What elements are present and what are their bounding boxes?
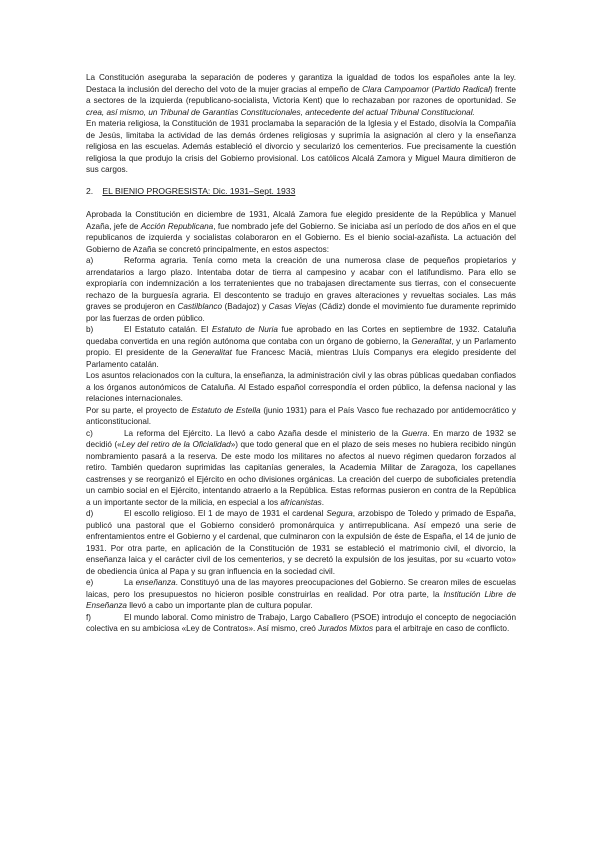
document-page [86,72,516,635]
section-heading [86,186,516,198]
list-item-education [86,577,516,612]
paragraph-intro [86,209,516,255]
text-run: . En marzo de 1932 se decidió (« [86,428,516,449]
text-run: ) frente a sectores de la izquierda (republicano-socialista, Victoria Kent) que lo rechazaban por razones de oportunidad. [86,84,516,105]
italic-text: Estatuto de Nuria [211,325,278,334]
text-run: fue aprobado en las Cortes en septiembre de 1932. Cataluña quedaba convertida en una región autónoma que contaba con un órgano de gobierno, la [86,325,517,346]
list-item-text [86,578,516,610]
italic-text: Jurados Mixtos [318,624,374,633]
text-run: Reforma agraria. Tenía como meta la creación de una numerosa clase de pequeños propietarios y arrendatarios a largo plazo. Intentaba dotar de tierra al campesino y acabar con el latifundismo. Para ello se expropiaría con indemnización a los terratenientes que no trabajasen directamente sus tierras, con el consecuente rechazo de la burguesía agraria. El descontento se tradujo en graves alteraciones y revueltas sociales. Las más graves se produjeron en [86,256,516,311]
text-run: (Cádiz) donde el movimiento fue duramente reprimido por las fuerzas de orden público. [86,302,516,323]
list-item-label: b) [86,325,94,334]
italic-text: Se crea, así mismo, un Tribunal de Garantías Constitucionales, antecedente del actual Tribunal Constitucional. [86,96,516,117]
list-item-text [86,325,516,369]
text-run: La reforma del Ejército. La llevó a cabo Azaña desde el ministerio de la [124,428,402,438]
text-run: ( [429,84,435,94]
text-run: El Estatuto catalán. El [124,325,212,334]
italic-text: Generalitat [411,336,452,346]
text-run: llevó a cabo un importante plan de cultura popular. [126,601,313,610]
text-run: . [321,497,325,507]
list-item-labor [86,612,516,635]
list-item-label: e) [86,578,94,587]
italic-text: Ley del retiro de la Oficialidad [121,440,231,449]
text-run: La [124,578,136,587]
text-run: El mundo laboral. Como ministro de Trabajo, Largo Caballero (PSOE) introdujo el concepto de negociación colectiva en su ambiciosa «Ley de Contratos». Así mismo, creó [86,612,516,633]
paragraph-basque [86,405,516,428]
italic-text: Acción Republicana [140,221,214,231]
text-run: Los asuntos relacionados con la cultura, la enseñanza, la administración civil y las obras públicas quedaban confiados a los órganos autonómicos de Cataluña. Al Estado español correspondía el orden público, la defensa nacional y las relaciones internacionales. [86,371,516,403]
section-title: EL BIENIO PROGRESISTA: Dic. 1931–Sept. 1933 [102,185,296,196]
list-item-text [86,429,516,507]
text-run: ») que todo general que en el plazo de seis meses no hubiera recibido ningún nombramiento pasará a la reserva. De este modo los militares no afectos al nuevo régimen quedaron forzados al retiro. También quedaron suprimidas las capitanías generales, la Academia Militar de Zaragoza, los capellanes castrenses y se reorganizó el Ejército en ocho divisiones orgánicas. La creación del cuerpo de suboficiales pretendía un cambio social en el Ejército, intentando atraerlo a la República. Estas reformas pusieron en contra de la República a un importante sector de la milicia, en especial a los [86,440,516,507]
italic-text: Partido Radical [434,84,490,94]
list-item-label: d) [86,509,94,518]
list-item-label: f) [86,612,92,622]
italic-text: Estatuto de Estella [191,405,261,415]
italic-text: enseñanza [135,578,176,587]
list-item-religious [86,508,516,577]
paragraph-religion [86,118,516,176]
italic-text: Guerra [401,428,428,438]
text-run: (junio 1931) para el País Vasco fue rechazado por antidemocrático y anticonstitucional. [86,405,516,426]
list-item-agrarian [86,255,516,324]
text-run: (Badajoz) y [222,302,269,311]
text-run: Aprobada la Constitución en diciembre de 1931, Alcalá Zamora fue elegido presidente de la República y Manuel Azaña, jefe de [86,210,516,231]
text-run: El escollo religioso. El 1 de mayo de 1931 el cardenal [124,509,327,518]
list-item-text [86,509,516,576]
text-run: . Constituyó una de las mayores preocupaciones del Gobierno. Se crearon miles de escuelas laicas, pero los presupuestos no hicieron posible construirlas en realidad. Por otra parte, la [86,578,516,599]
list-item-catalan-statute [86,324,516,370]
italic-text: Generalitat [191,348,232,357]
list-item-text [86,256,516,323]
text-run: Por su parte, el proyecto de [86,405,192,415]
list-item-label: a) [86,256,94,265]
text-run: para el arbitraje en caso de conflicto. [373,624,510,633]
italic-text: Institución Libre de Enseñanza [86,589,516,610]
paragraph-autonomy [86,370,516,405]
italic-text: Clara Campoamor [362,84,430,94]
italic-text: Casas Viejas [268,302,317,311]
text-run: En materia religiosa, la Constitución de 1931 proclamaba la separación de la Iglesia y el Estado, disolvía la Compañía de Jesús, limitaba la actividad de las demás órdenes religiosas y suprimía la asignación al clero y la enseñanza religiosa en las escuelas. Además estableció el divorcio y secularizó los cementerios. Fue precisamente la cuestión religiosa la que produjo la crisis del Gobierno provisional. Los católicos Alcalá Zamora y Miguel Maura dimitieron de sus cargos. [86,119,516,174]
italic-text: africanistas [280,497,322,507]
text-run: , y un Parlamento propio. El presidente de la [86,336,516,357]
list-item-army [86,428,516,509]
list-item-text [86,613,516,634]
text-run: fue Francesc Macià, mientras Lluís Companys era elegido presidente del Parlamento catalán. [86,348,517,369]
text-run: , fue nombrado jefe del Gobierno. Se iniciaba así un período de dos años en el que republicanos de izquierda y socialistas colaboraron en el Gobierno. Es el bienio social-azañista. La actuación del Gobierno de Azaña se concretó principalmente, en estos aspectos: [86,221,516,254]
italic-text: Castilblanco [177,302,223,311]
paragraph-constitution [86,72,516,118]
text-run: La Constitución aseguraba la separación de poderes y garantiza la igualdad de todos los españoles ante la ley. Destaca la inclusión del derecho del voto de la mujer gracias al empeño de [86,73,516,94]
section-number: 2. [86,185,94,196]
text-run: , arzobispo de Toledo y primado de España, publicó una pastoral que el Gobierno consideró promonárquica y antirrepublicana. Así empezó una serie de enfrentamientos entre el Gobierno y el cardenal, que culminaron con la expulsión de éste de España, el 14 de junio de 1931. Por otra parte, en aplicación de la Constitución de 1931 se estableció el matrimonio civil, el divorcio, la enseñanza laica y el carácter civil de los cementerios, y se decretó la expulsión de los jesuitas, por su «cuarto voto» de obediencia única al Papa y su gran influencia en la sociedad civil. [86,509,516,576]
italic-text: Segura [326,509,353,518]
list-item-label: c) [86,428,93,438]
